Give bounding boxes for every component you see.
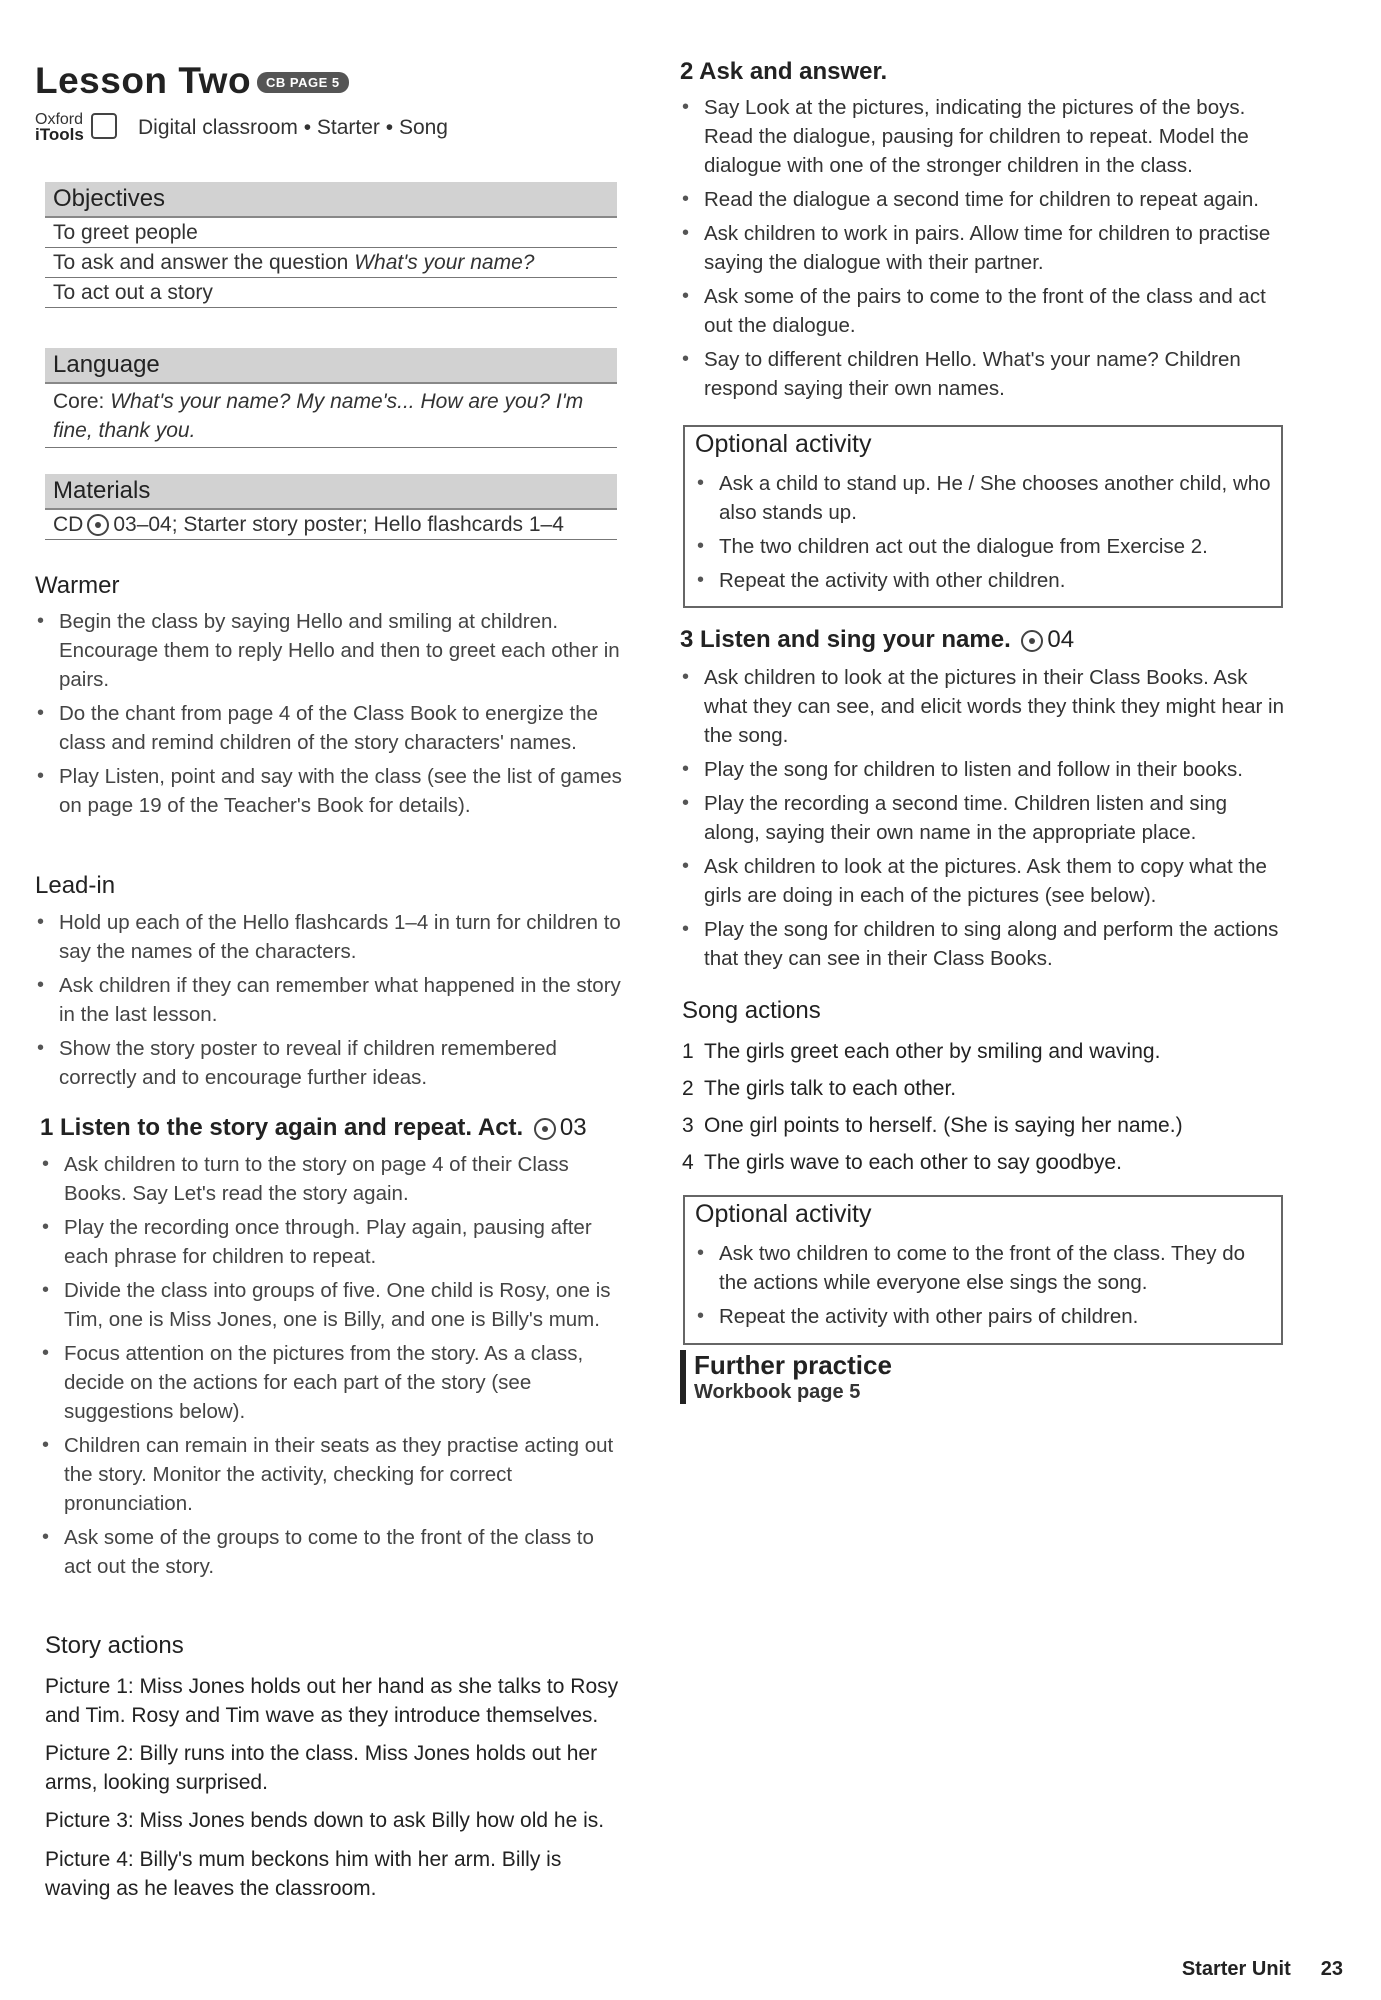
list-item: • Play the song for children to sing along and perform the actions that they can see in their Class Books. (680, 915, 1285, 973)
leadin-title: Lead-in (35, 872, 116, 899)
exercise-2-list (680, 93, 1285, 408)
song-actions-title: Song actions (682, 997, 821, 1024)
cd-icon (534, 1118, 556, 1140)
list-item: • Focus attention on the pictures from the story. As a class, decide on the actions for each part of the story (see suggestions below). (40, 1339, 625, 1426)
optional-activity-list (695, 1239, 1273, 1336)
language-box (45, 348, 617, 448)
optional-activity-title: Optional activity (695, 1200, 872, 1228)
leadin-list (35, 908, 625, 1097)
list-item: • Ask children to look at the pictures. Ask them to copy what the girls are doing in each of the pictures (see below). (680, 852, 1285, 910)
exercise-3-list (680, 663, 1285, 978)
optional-activity-title: Optional activity (695, 430, 872, 458)
exercise-1-title: 1 Listen to the story again and repeat. Act. 03 (40, 1114, 587, 1141)
list-item: • Ask children to turn to the story on page 4 of their Class Books. Say Let's read the story again. (40, 1150, 625, 1208)
list-item: • Say to different children Hello. What's your name? Children respond saying their own names. (680, 345, 1285, 403)
story-actions-title: Story actions (45, 1632, 184, 1659)
list-item: • The two children act out the dialogue from Exercise 2. (695, 532, 1273, 561)
list-item: • Play the recording a second time. Children listen and sing along, saying their own name in the appropriate place. (680, 789, 1285, 847)
cd-icon (87, 514, 109, 536)
page-footer (1152, 1958, 1343, 1981)
list-item: • Repeat the activity with other children. (695, 566, 1273, 595)
oxford-text: Oxford (35, 111, 84, 128)
materials-text: CD 03–04; Starter story poster; Hello flashcards 1–4 (45, 510, 617, 540)
objectives-box (45, 182, 617, 308)
language-title: Language (45, 348, 617, 384)
list-item: • Show the story poster to reveal if children remembered correctly and to encourage further ideas. (35, 1034, 625, 1092)
further-practice-title: Further practice (694, 1350, 892, 1380)
list-item: • Say Look at the pictures, indicating the pictures of the boys. Read the dialogue, pausing for children to repeat. Model the dialogue with one of the stronger children in the class. (680, 93, 1285, 180)
lesson-title: Lesson Two (35, 60, 252, 101)
list-item: • Ask children to work in pairs. Allow time for children to practise saying the dialogue with their partner. (680, 219, 1285, 277)
further-practice (680, 1350, 892, 1404)
objective-item: To greet people (45, 218, 617, 248)
list-item: 4 The girls wave to each other to say goodbye. (682, 1151, 1122, 1174)
story-action: Picture 4: Billy's mum beckons him with her arm. Billy is waving as he leaves the classroom. (45, 1848, 562, 1900)
list-item: • Play the song for children to listen and follow in their books. (680, 755, 1285, 784)
screen-icon (91, 113, 117, 139)
list-item: • Repeat the activity with other pairs of children. (695, 1302, 1273, 1331)
story-action: Picture 3: Miss Jones bends down to ask Billy how old he is. (45, 1809, 605, 1832)
list-item: • Read the dialogue a second time for children to repeat again. (680, 185, 1285, 214)
list-item: 2 The girls talk to each other. (682, 1077, 957, 1100)
list-item: • Play the recording once through. Play again, pausing after each phrase for children to repeat. (40, 1213, 625, 1271)
exercise-2-title: 2 Ask and answer. (680, 58, 888, 85)
list-item: • Ask some of the pairs to come to the front of the class and act out the dialogue. (680, 282, 1285, 340)
list-item: 3 One girl points to herself. (She is saying her name.) (682, 1114, 1183, 1137)
list-item: • Children can remain in their seats as they practise acting out the story. Monitor the activity, checking for correct pronunciation. (40, 1431, 625, 1518)
objective-item: To ask and answer the question What's your name? (45, 248, 617, 278)
itools-description: Digital classroom • Starter • Song (138, 116, 448, 139)
list-item: • Ask children if they can remember what happened in the story in the last lesson. (35, 971, 625, 1029)
story-action: Picture 2: Billy runs into the class. Miss Jones holds out her arms, looking surprised. (45, 1742, 598, 1794)
list-item: • Ask children to look at the pictures in their Class Books. Ask what they can see, and elicit words they think they might hear in the song. (680, 663, 1285, 750)
list-item: • Hold up each of the Hello flashcards 1–4 in turn for children to say the names of the characters. (35, 908, 625, 966)
warmer-title: Warmer (35, 572, 120, 599)
story-action: Picture 1: Miss Jones holds out her hand as she talks to Rosy and Tim. Rosy and Tim wave as they introduce themselves. (45, 1675, 619, 1727)
page-number: 23 (1320, 1958, 1343, 1980)
oxford-itools-logo (35, 112, 93, 142)
song-actions-list (682, 1037, 1282, 1185)
materials-box (45, 474, 617, 540)
optional-activity-box (683, 1195, 1283, 1345)
warmer-list (35, 607, 625, 825)
list-item: • Ask some of the groups to come to the front of the class to act out the story. (40, 1523, 625, 1581)
language-core: Core: What's your name? My name's... How are you? I'm fine, thank you. (45, 384, 617, 448)
materials-title: Materials (45, 474, 617, 510)
objective-item: To act out a story (45, 278, 617, 308)
cd-icon (1021, 630, 1043, 652)
objectives-title: Objectives (45, 182, 617, 218)
list-item: • Begin the class by saying Hello and smiling at children. Encourage them to reply Hello and then to greet each other in pairs. (35, 607, 625, 694)
list-item: • Do the chant from page 4 of the Class Book to energize the class and remind children of the story characters' names. (35, 699, 625, 757)
exercise-1-list (40, 1150, 625, 1586)
itools-text: iTools (35, 125, 84, 144)
exercise-3-title: 3 Listen and sing your name. 04 (680, 626, 1075, 653)
list-item: 1 The girls greet each other by smiling and waving. (682, 1040, 1161, 1063)
unit-label: Starter Unit (1181, 1958, 1291, 1980)
further-practice-subtitle: Workbook page 5 (694, 1381, 861, 1403)
cb-page-badge: CB PAGE 5 (257, 72, 349, 93)
list-item: • Play Listen, point and say with the class (see the list of games on page 19 of the Teacher's Book for details). (35, 762, 625, 820)
list-item: • Ask two children to come to the front of the class. They do the actions while everyone else sings the song. (695, 1239, 1273, 1297)
optional-activity-list (695, 469, 1273, 600)
optional-activity-box (683, 425, 1283, 608)
list-item: • Ask a child to stand up. He / She chooses another child, who also stands up. (695, 469, 1273, 527)
list-item: • Divide the class into groups of five. One child is Rosy, one is Tim, one is Miss Jones, one is Billy, and one is Billy's mum. (40, 1276, 625, 1334)
